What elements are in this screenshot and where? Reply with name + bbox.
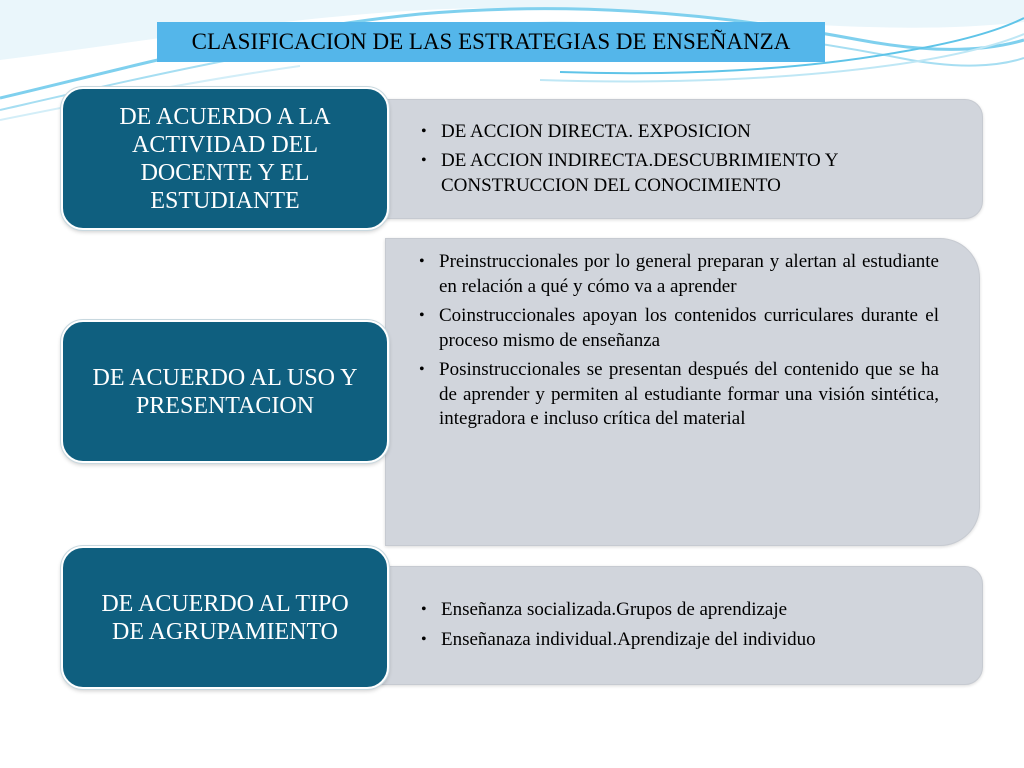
slide-title: CLASIFICACION DE LAS ESTRATEGIAS DE ENSEÑANZA [157, 22, 825, 62]
bullet-list [421, 597, 941, 657]
category-box-grouping [61, 546, 389, 689]
list-item: • Enseñanza socializada.Grupos de aprendizaje [421, 597, 941, 622]
panel-activity-items [380, 99, 983, 219]
list-item: • DE ACCION INDIRECTA.DESCUBRIMIENTO Y CONSTRUCCION DEL CONOCIMIENTO [421, 148, 941, 198]
category-label: DE ACUERDO AL TIPO DE AGRUPAMIENTO [101, 590, 349, 645]
panel-usage-items [385, 238, 980, 546]
list-item: • Preinstruccionales por lo general preparan y alertan al estudiante en relación a qué y cómo va a aprender [419, 250, 939, 299]
bullet-list [421, 119, 941, 202]
category-label: DE ACUERDO AL USO Y PRESENTACION [92, 364, 358, 419]
category-box-usage [61, 320, 389, 463]
list-item: • DE ACCION DIRECTA. EXPOSICION [421, 119, 941, 144]
list-item: • Enseñanaza individual.Aprendizaje del individuo [421, 627, 941, 652]
category-box-activity [61, 87, 389, 230]
list-item: • Coinstruccionales apoyan los contenidos curriculares durante el proceso mismo de enseñanza [419, 304, 939, 353]
bullet-list [419, 250, 939, 437]
list-item: • Posinstruccionales se presentan después del contenido que se ha de aprender y permiten al estudiante formar una visión sintética, integradora e incluso crítica del material [419, 358, 939, 432]
category-label: DE ACUERDO A LA ACTIVIDAD DEL DOCENTE Y EL ESTUDIANTE [119, 103, 331, 214]
panel-grouping-items [380, 566, 983, 685]
